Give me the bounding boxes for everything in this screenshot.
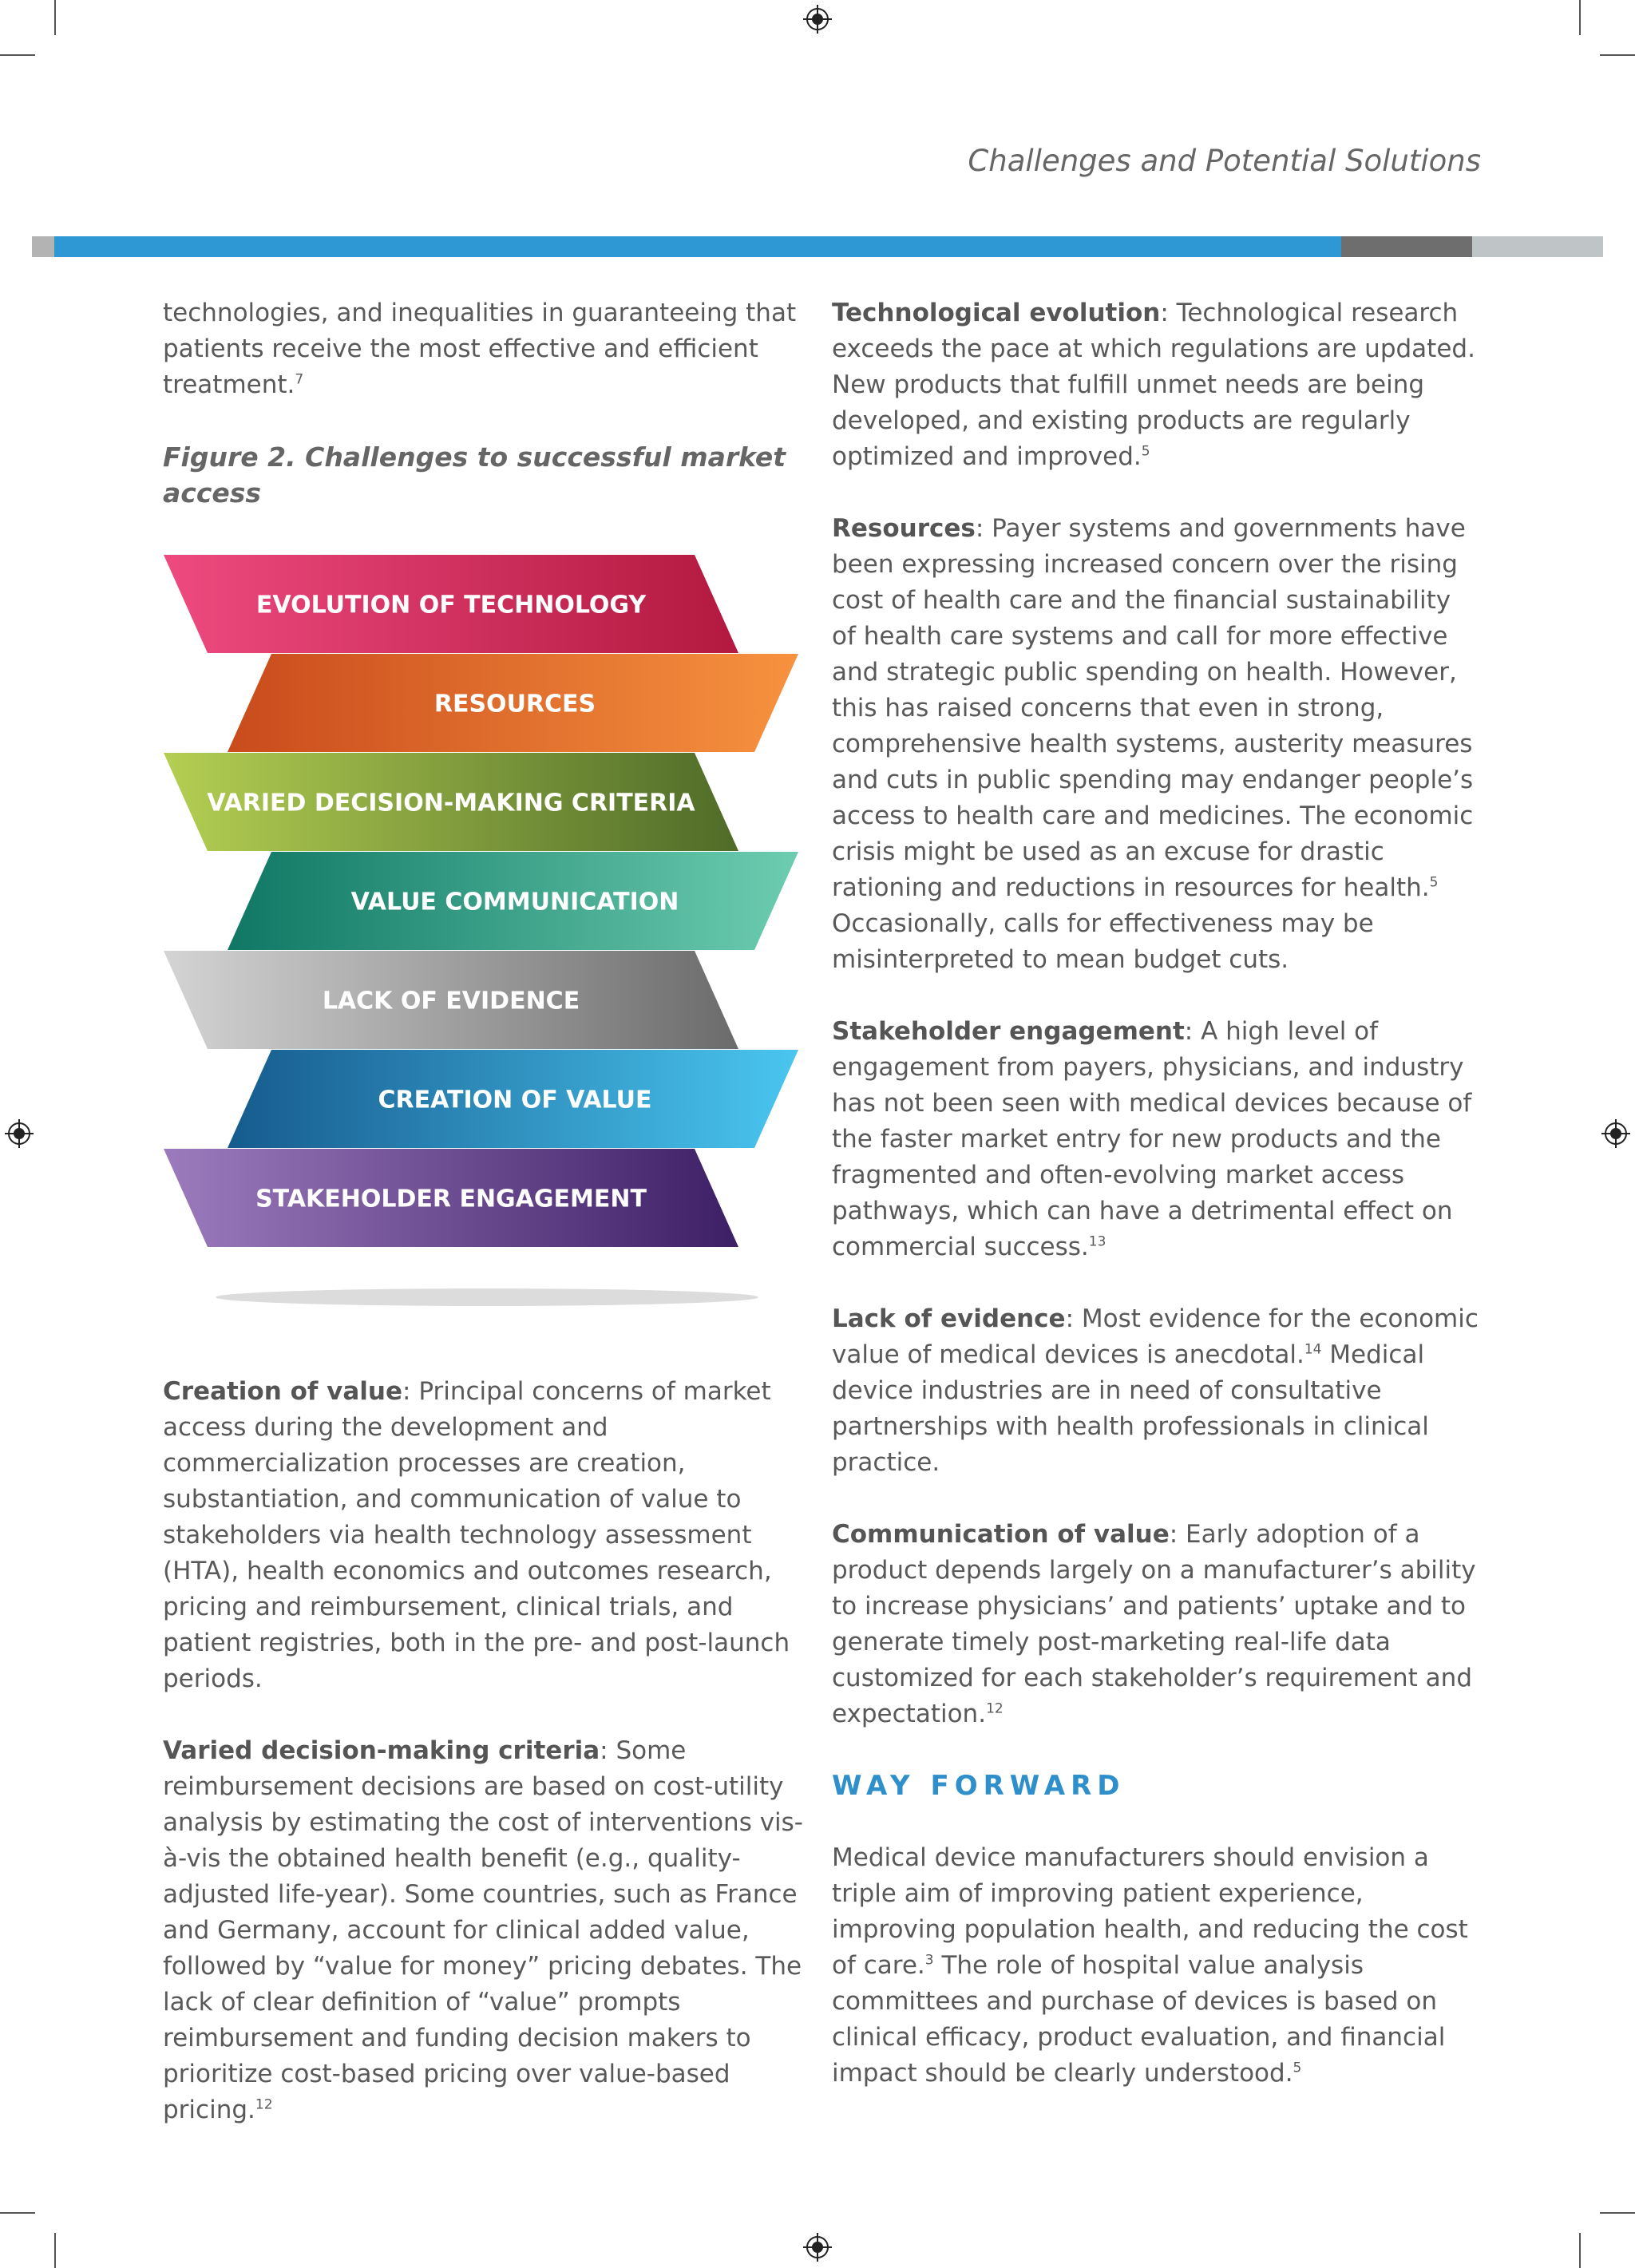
- challenges-figure: [160, 551, 814, 1317]
- crop-mark: [1579, 2233, 1581, 2268]
- crop-mark: [0, 54, 35, 56]
- decision-criteria-paragraph: Varied decision-making criteria: Some reimbursement decisions are based on cost-utility analysis by estimating the cost of interventions vis-à-vis the obtained health benefit (e.g., quality-adjusted life-year). Some countries, such as France and Germany, account for clinical added value, followed by “value for money” pricing debates. The lack of clear definition of “value” prompts reimbursement and funding decision makers to prioritize cost-based pricing over value-based pricing.$^{12}$: [163, 1736, 803, 2124]
- page-header-title: Challenges and Potential Solutions: [968, 144, 1481, 178]
- registration-mark-icon: [1601, 1119, 1630, 1148]
- way-forward-paragraph: Medical device manufacturers should envision a triple aim of improving patient experience, improving population health, and reducing the cost of care.$^3$ The role of hospital value analysis committees and purchase of devices is based on clinical efficacy, product evaluation, and financial impact should be clearly understood.$^5$: [832, 1843, 1468, 2088]
- stakeholder-engagement-paragraph: Stakeholder engagement: A high level of engagement from payers, physicians, and industry has not been seen with medical devices because of the faster market entry for new products and the fragmented and often-evolving market access pathways, which can have a detrimental effect on commercial success.$^{13}$: [832, 1017, 1472, 1261]
- figure-band-label: CREATION OF VALUE: [378, 1086, 652, 1114]
- figure-caption: Figure 2. Challenges to successful market access: [163, 441, 786, 509]
- figure-band-label: VALUE COMMUNICATION: [350, 888, 679, 916]
- way-forward-heading: WAY FORWARD: [832, 1770, 1126, 1802]
- crop-mark: [0, 2212, 35, 2214]
- figure-band-label: VARIED DECISION-MAKING CRITERIA: [207, 789, 695, 817]
- figure-band-label: RESOURCES: [433, 690, 596, 718]
- header-bar-blue: [54, 236, 1341, 257]
- crop-mark: [1600, 54, 1635, 56]
- figure-band-label: EVOLUTION OF TECHNOLOGY: [255, 591, 647, 619]
- registration-mark-icon: [803, 2233, 832, 2262]
- technological-evolution-paragraph: Technological evolution: Technological research exceeds the pace at which regulations are updated. New products that fulfill unmet needs are being developed, and existing products are regularly optimized and improved.$^5$: [832, 299, 1475, 471]
- intro-paragraph: technologies, and inequalities in guaranteeing that patients receive the most effective and efficient treatment.$^7$: [163, 299, 797, 399]
- crop-mark: [1600, 2212, 1635, 2214]
- crop-mark: [1579, 0, 1581, 35]
- header-bar-dark: [1341, 236, 1472, 257]
- left-column-top: [163, 295, 816, 547]
- right-column: [832, 295, 1479, 2127]
- figure-band-label: STAKEHOLDER ENGAGEMENT: [255, 1185, 647, 1213]
- crop-mark: [54, 0, 56, 35]
- crop-mark: [54, 2233, 56, 2268]
- lack-of-evidence-paragraph: Lack of evidence: Most evidence for the economic value of medical devices is anecdotal.$^{14}$ Medical device industries are in need of consultative partnerships with health professionals in clinical practice.: [832, 1304, 1479, 1477]
- figure-shadow: [216, 1288, 758, 1306]
- communication-of-value-paragraph: Communication of value: Early adoption of a product depends largely on a manufacturer’s ability to increase physicians’ and patients’ uptake and to generate timely post-marketing real-life data customized for each stakeholder’s requirement and expectation.$^{12}$: [832, 1520, 1476, 1728]
- header-bar-light: [1472, 236, 1603, 257]
- figure-band-label: LACK OF EVIDENCE: [322, 987, 580, 1015]
- registration-mark-icon: [803, 5, 832, 34]
- registration-mark-icon: [5, 1119, 34, 1148]
- left-column-bottom: [163, 1374, 816, 2164]
- creation-of-value-paragraph: Creation of value: Principal concerns of market access during the development and commercialization processes are creation, substantiation, and communication of value to stakeholders via health technology assessment (HTA), health economics and outcomes research, pricing and reimbursement, clinical trials, and patient registries, both in the pre- and post-launch periods.: [163, 1377, 790, 1693]
- resources-paragraph: Resources: Payer systems and governments have been expressing increased concern over the rising cost of health care and the financial sustainability of health care systems and call for more effective and strategic public spending on health. However, this has raised concerns that even in strong, comprehensive health systems, austerity measures and cuts in public spending may endanger people’s access to health care and medicines. The economic crisis might be used as an excuse for drastic rationing and reductions in resources for health.$^5$ Occasionally, calls for effectiveness may be misinterpreted to mean budget cuts.: [832, 514, 1474, 974]
- header-bar-left: [32, 236, 54, 257]
